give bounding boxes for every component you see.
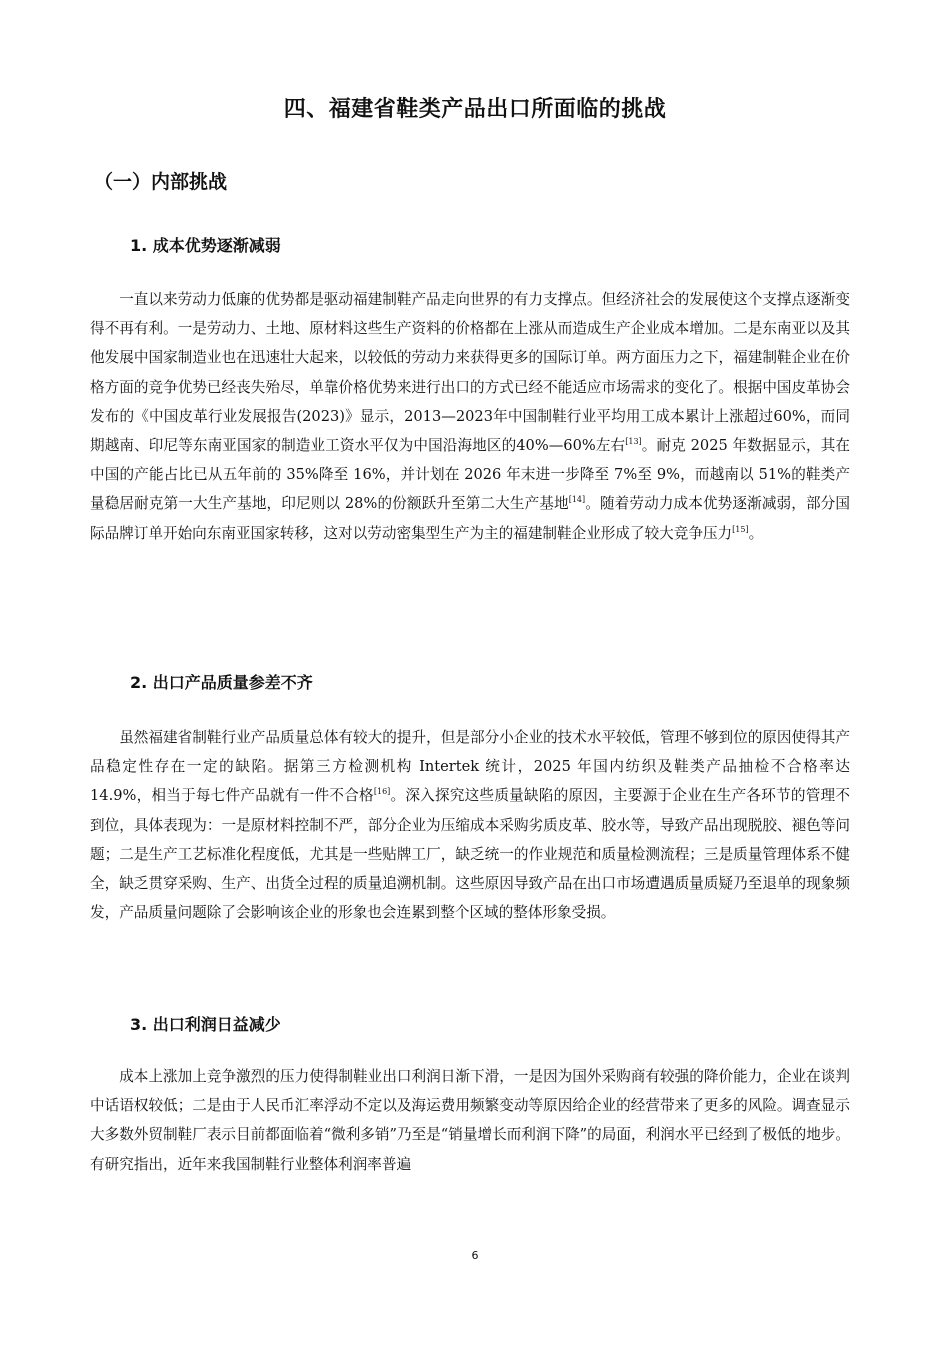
paragraph-text: 。耐克 2025 年数据显示，其在中国的产能占比已从五年前的 35%降至 16%，并计划在 2026 年末进一步降至 7%至 9%，而越南以 51%的鞋类产量稳居耐克第一大生产基地，印尼则以 28%的份额跃升至第二大生产基地 xyxy=(90,437,850,513)
citation-ref: [13] xyxy=(625,437,642,447)
citation-ref: [15] xyxy=(732,524,749,534)
page-number: 6 xyxy=(471,1249,479,1262)
paragraph-text: 。随着劳动力成本优势逐渐减弱，部分国际品牌订单开始向东南亚国家转移，这对以劳动密集型生产为主的福建制鞋企业形成了较大竞争压力 xyxy=(90,495,850,542)
paragraph-cost-advantage xyxy=(90,285,850,548)
paragraph-text: 成本上涨加上竞争激烈的压力使得制鞋业出口利润日渐下滑，一是因为国外采购商有较强的降价能力，企业在谈判中话语权较低；二是由于人民币汇率浮动不定以及海运费用频繁变动等原因给企业的经营带来了更多的风险。调查显示大多数外贸制鞋厂表示目前都面临着“微利多销”乃至是“销量增长而利润下降”的局面，利润水平已经到了极低的地步。有研究指出，近年来我国制鞋行业整体利润率普遍 xyxy=(90,1068,850,1173)
paragraph-export-profit xyxy=(90,1062,850,1179)
paragraph-text: 。深入探究这些质量缺陷的原因，主要源于企业在生产各环节的管理不到位，具体表现为：一是原材料控制不严，部分企业为压缩成本采购劣质皮革、胶水等，导致产品出现脱胶、褪色等问题；二是生产工艺标准化程度低，尤其是一些贴牌工厂，缺乏统一的作业规范和质量检测流程；三是质量管理体系不健全，缺乏贯穿采购、生产、出货全过程的质量追溯机制。这些原因导致产品在出口市场遭遇质量质疑乃至退单的现象频发，产品质量问题除了会影响该企业的形象也会连累到整个区域的整体形象受损。 xyxy=(90,787,850,922)
subsection-heading-export-profit: 3. 出口利润日益减少 xyxy=(130,1015,281,1034)
paragraph-text: 虽然福建省制鞋行业产品质量总体有较大的提升，但是部分小企业的技术水平较低，管理不够到位的原因使得其产品稳定性存在一定的缺陷。据第三方检测机构 Intertek 统计，2025 年国内纺织及鞋类产品抽检不合格率达 14.9%，相当于每七件产品就有一件不合格 xyxy=(90,729,850,805)
paragraph-text: 。 xyxy=(748,524,764,542)
subsection-heading-product-quality: 2. 出口产品质量参差不齐 xyxy=(130,673,313,692)
section-heading-internal-challenges: （一）内部挑战 xyxy=(94,171,228,193)
paragraph-product-quality xyxy=(90,723,850,927)
citation-ref: [16] xyxy=(373,787,391,797)
subsection-heading-cost-advantage: 1. 成本优势逐渐减弱 xyxy=(130,236,281,255)
paragraph-text: 一直以来劳动力低廉的优势都是驱动福建制鞋产品走向世界的有力支撑点。但经济社会的发展使这个支撑点逐渐变得不再有利。一是劳动力、土地、原材料这些生产资料的价格都在上涨从而造成生产企业成本增加。二是东南亚以及其他发展中国家制造业也在迅速壮大起来，以较低的劳动力来获得更多的国际订单。两方面压力之下，福建制鞋企业在价格方面的竞争优势已经丧失殆尽，单靠价格优势来进行出口的方式已经不能适应市场需求的变化了。根据中国皮革协会发布的《中国皮革行业发展报告(2023)》显示，2013—2023年中国制鞋行业平均用工成本累计上涨超过60%，而同期越南、印尼等东南亚国家的制造业工资水平仅为中国沿海地区的40%—60%左右 xyxy=(90,291,850,455)
citation-ref: [14] xyxy=(568,495,586,505)
chapter-title: 四、福建省鞋类产品出口所面临的挑战 xyxy=(283,97,667,122)
